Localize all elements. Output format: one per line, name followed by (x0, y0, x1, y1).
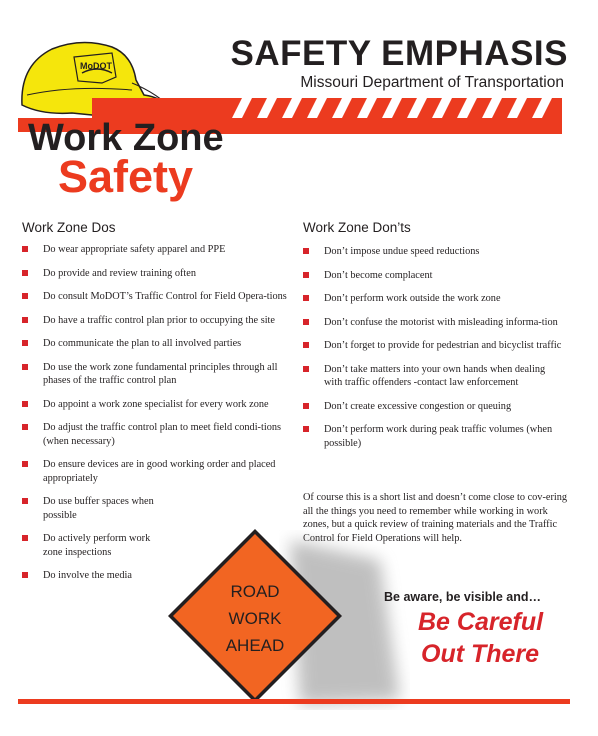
bullet-icon (22, 364, 28, 370)
bullet-icon (303, 295, 309, 301)
page-subtitle: Missouri Department of Transportation (300, 74, 564, 91)
list-item: Do appoint a work zone specialist for every work zone (22, 398, 287, 412)
list-item: Don’t perform work outside the work zone (303, 292, 565, 306)
out-there-text: Out There (421, 640, 540, 668)
list-item: Do consult MoDOT’s Traffic Control for Field Opera-tions (22, 290, 287, 304)
list-item: Do wear appropriate safety apparel and PPE (22, 243, 287, 257)
sign-text-ahead: AHEAD (225, 636, 285, 655)
list-item: Don’t perform work during peak traffic volumes (when possible) (303, 423, 565, 450)
list-item: Don’t become complacent (303, 269, 565, 283)
bullet-icon (22, 246, 28, 252)
list-item: Do provide and review training often (22, 267, 287, 281)
bullet-icon (22, 461, 28, 467)
sign-text-work: WORK (228, 609, 282, 628)
heading-work-zone: Work Zone (28, 117, 224, 159)
donts-list (303, 245, 565, 450)
list-item: Do communicate the plan to all involved parties (22, 337, 287, 351)
road-work-ahead-sign (166, 527, 344, 705)
bullet-icon (303, 319, 309, 325)
bullet-icon (303, 426, 309, 432)
be-careful-text: Be Careful (418, 608, 544, 636)
bullet-icon (303, 248, 309, 254)
heading-safety: Safety (58, 151, 194, 202)
list-item: Don’t impose undue speed reductions (303, 245, 565, 259)
bullet-icon (303, 342, 309, 348)
bullet-icon (22, 535, 28, 541)
closing-paragraph: Of course this is a short list and doesn’t come close to cov-ering all the things you need to remember while working in work zones, but a quick review of training materials and the Traffic Control for Field Operations will help. (303, 492, 568, 544)
bullet-icon (22, 293, 28, 299)
list-item: Do ensure devices are in good working order and placed appropriately (22, 458, 287, 485)
list-item: Don’t create excessive congestion or queuing (303, 400, 565, 414)
bullet-icon (22, 572, 28, 578)
bullet-icon (22, 340, 28, 346)
bullet-icon (22, 498, 28, 504)
hat-logo-text: MoDOT (80, 61, 112, 71)
chevron-stripes (92, 98, 562, 118)
list-item: Do use buffer spaces when possible (22, 495, 188, 522)
tagline: Be aware, be visible and… (384, 590, 542, 604)
bullet-icon (22, 270, 28, 276)
bullet-icon (303, 366, 309, 372)
donts-heading: Work Zone Don’ts (303, 220, 411, 235)
page-title: SAFETY EMPHASIS (230, 34, 568, 73)
footer-bar (18, 699, 570, 704)
list-item: Do involve the media (22, 569, 287, 583)
bullet-icon (303, 272, 309, 278)
list-item: Do adjust the traffic control plan to meet field condi-tions (when necessary) (22, 421, 287, 448)
list-item: Do have a traffic control plan prior to occupying the site (22, 314, 287, 328)
bullet-icon (303, 403, 309, 409)
list-item: Do use the work zone fundamental principles through all phases of the traffic control plan (22, 361, 287, 388)
dos-heading: Work Zone Dos (22, 220, 116, 235)
bullet-icon (22, 401, 28, 407)
sign-text-road: ROAD (230, 582, 280, 601)
list-item: Don’t forget to provide for pedestrian and bicyclist traffic (303, 339, 565, 353)
bullet-icon (22, 317, 28, 323)
list-item: Do actively perform work zone inspections (22, 532, 168, 559)
list-item: Don’t confuse the motorist with misleading informa-tion (303, 316, 565, 330)
bullet-icon (22, 424, 28, 430)
list-item: Don’t take matters into your own hands when dealing with traffic offenders -contact law enforcement (303, 363, 565, 390)
